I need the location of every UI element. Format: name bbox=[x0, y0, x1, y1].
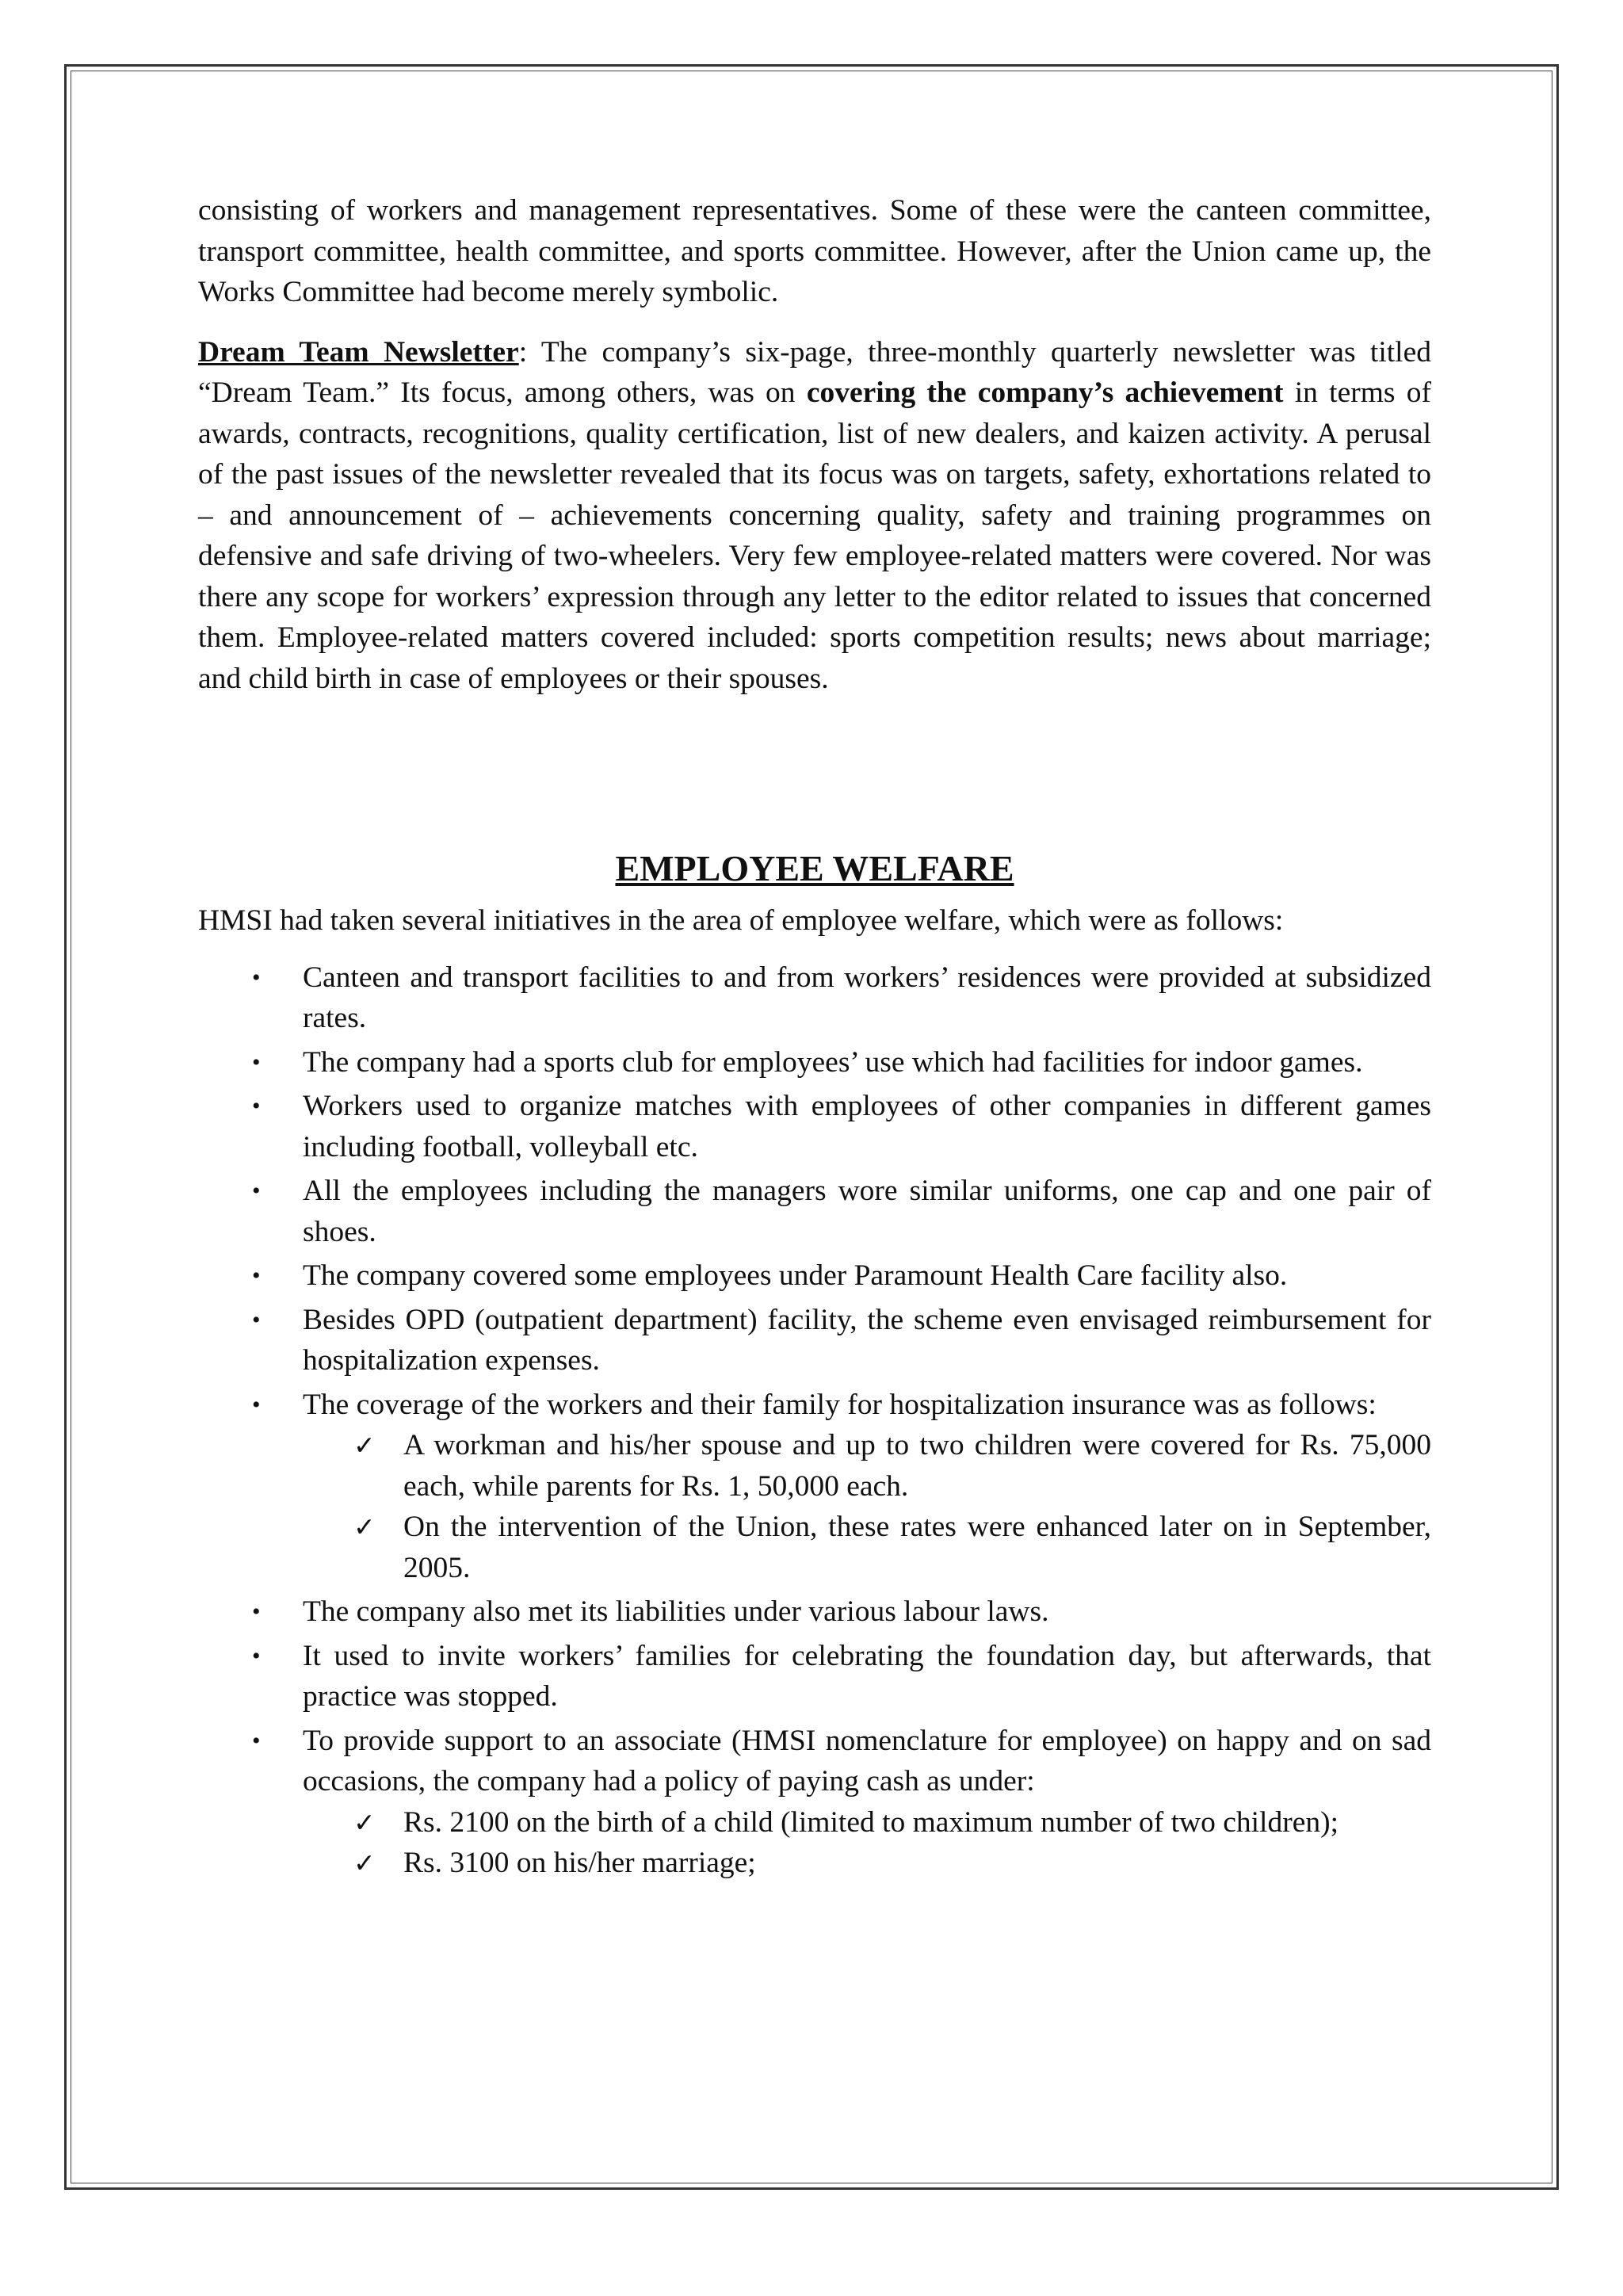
section-title: EMPLOYEE WELFARE bbox=[615, 848, 1014, 888]
intro-paragraph: consisting of workers and management representatives. Some of these were the canteen committee, transport committee, health committee, and sports committee. However, after the Union came up, the Works Committee had become merely symbolic. bbox=[198, 194, 1431, 308]
bullet-text: All the employees including the managers wore similar uniforms, one cap and one pair of shoes. bbox=[303, 1175, 1431, 1248]
check-sub-text: On the intervention of the Union, these rates were enhanced later on in September, 2005. bbox=[403, 1511, 1431, 1584]
bullet-icon: • bbox=[252, 1727, 261, 1754]
newsletter-text-1: The company’s six-page, three-monthly quarterly newsletter was titled “Dream Team.” Its focus, among others, was on bbox=[198, 335, 1431, 409]
welfare-bullet-item bbox=[198, 1591, 1431, 1633]
check-sub-item bbox=[198, 1802, 1431, 1843]
check-sub-list bbox=[198, 1425, 1431, 1588]
newsletter-text-2: in terms of awards, contracts, recognitions, quality certification, list of new dealers, and kaizen activity. A perusal of the past issues of the newsletter revealed that its focus was on targets, safety, exhortations related to – and announcement of – achievements concerning quality, safety and training programmes on defensive and safe driving of two-wheelers. Very few employee-related matters were covered. Nor was there any scope for workers’ expression through any letter to the editor related to issues that concerned them. Employee-related matters covered included: sports competition results; news about marriage; and child birth in case of employees or their spouses. bbox=[198, 376, 1431, 695]
check-sub-list bbox=[198, 1802, 1431, 1884]
welfare-bullet-list bbox=[198, 957, 1431, 1884]
bullet-text: The company covered some employees under Paramount Health Care facility also. bbox=[303, 1259, 1288, 1292]
bullet-text: Workers used to organize matches with employees of other companies in different games including football, volleyball etc. bbox=[303, 1090, 1431, 1163]
check-sub-item bbox=[198, 1507, 1431, 1588]
welfare-bullet-item bbox=[198, 1255, 1431, 1297]
bullet-text: The company also met its liabilities under various labour laws. bbox=[303, 1595, 1049, 1628]
bullet-text: Besides OPD (outpatient department) facility, the scheme even envisaged reimbursement for hospitalization expenses. bbox=[303, 1303, 1431, 1377]
check-sub-item bbox=[198, 1425, 1431, 1507]
welfare-bullet-item bbox=[198, 1385, 1431, 1589]
bullet-icon: • bbox=[252, 1178, 261, 1204]
bullet-icon: • bbox=[252, 1306, 261, 1333]
newsletter-heading: Dream Team Newsletter bbox=[198, 335, 519, 369]
bullet-text: It used to invite workers’ families for celebrating the foundation day, but afterwards, that practice was stopped. bbox=[303, 1639, 1431, 1713]
check-sub-text: Rs. 2100 on the birth of a child (limited to maximum number of two children); bbox=[403, 1805, 1339, 1839]
welfare-bullet-item bbox=[198, 1171, 1431, 1252]
bullet-text: To provide support to an associate (HMSI nomenclature for employee) on happy and on sad occasions, the company had a policy of paying cash as under: bbox=[303, 1724, 1431, 1797]
bullet-icon: • bbox=[252, 1263, 261, 1289]
document-body bbox=[198, 190, 1431, 1887]
bullet-icon: • bbox=[252, 1391, 261, 1418]
checkmark-icon: ✓ bbox=[353, 1806, 376, 1838]
newsletter-bold-text: covering the company’s achievement bbox=[806, 376, 1284, 409]
checkmark-icon: ✓ bbox=[353, 1847, 376, 1878]
newsletter-colon: : bbox=[518, 335, 528, 369]
welfare-bullet-item bbox=[198, 1636, 1431, 1717]
bullet-icon: • bbox=[252, 964, 261, 991]
bullet-text: The coverage of the workers and their family for hospitalization insurance was as follows: bbox=[303, 1388, 1377, 1421]
section-intro: HMSI had taken several initiatives in the area of employee welfare, which were as follows: bbox=[198, 904, 1284, 937]
bullet-text: The company had a sports club for employees’ use which had facilities for indoor games. bbox=[303, 1045, 1363, 1079]
check-sub-text: Rs. 3100 on his/her marriage; bbox=[403, 1847, 756, 1879]
checkmark-icon: ✓ bbox=[353, 1430, 376, 1461]
welfare-bullet-item bbox=[198, 1086, 1431, 1167]
welfare-bullet-item bbox=[198, 1721, 1431, 1884]
bullet-icon: • bbox=[252, 1599, 261, 1625]
check-sub-text: A workman and his/her spouse and up to two children were covered for Rs. 75,000 each, while parents for Rs. 1, 50,000 each. bbox=[403, 1429, 1431, 1503]
bullet-icon: • bbox=[252, 1049, 261, 1075]
welfare-bullet-item bbox=[198, 1042, 1431, 1083]
bullet-icon: • bbox=[252, 1093, 261, 1119]
welfare-bullet-item bbox=[198, 1300, 1431, 1381]
check-sub-item bbox=[198, 1843, 1431, 1884]
checkmark-icon: ✓ bbox=[353, 1511, 376, 1542]
newsletter-paragraph bbox=[198, 332, 1431, 700]
bullet-text: Canteen and transport facilities to and from workers’ residences were provided at subsidized rates. bbox=[303, 961, 1431, 1034]
bullet-icon: • bbox=[252, 1642, 261, 1669]
welfare-bullet-item bbox=[198, 957, 1431, 1039]
